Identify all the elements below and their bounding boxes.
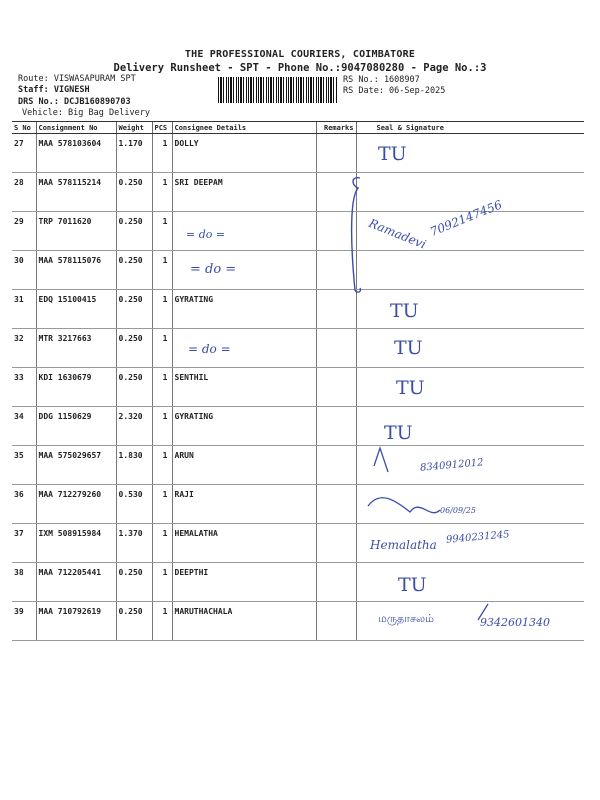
consignee: SENTHIL <box>172 368 316 407</box>
signature-tu-34: TU <box>384 422 413 444</box>
consignment-no: EDQ 15100415 <box>36 290 116 329</box>
consignment-no: MAA 712279260 <box>36 485 116 524</box>
drs-number: DRS No.: DCJB160890703 <box>18 97 131 107</box>
signature-tu-31: TU <box>390 300 419 322</box>
weight: 0.250 <box>116 173 152 212</box>
phone-35: 8340912012 <box>419 457 484 474</box>
weight: 0.250 <box>116 212 152 251</box>
consignment-no: IXM 508915984 <box>36 524 116 563</box>
pcs: 1 <box>152 563 172 602</box>
staff: Staff: VIGNESH <box>18 85 90 95</box>
ditto-mark-29: = do = <box>186 228 226 241</box>
sno: 29 <box>12 212 36 251</box>
consignee: DOLLY <box>172 134 316 173</box>
weight: 0.250 <box>116 329 152 368</box>
pcs: 1 <box>152 368 172 407</box>
weight: 1.830 <box>116 446 152 485</box>
pcs: 1 <box>152 485 172 524</box>
route: Route: VISWASAPURAM SPT <box>18 74 136 84</box>
signature-tu-27: TU <box>378 143 407 165</box>
signature-tu-33: TU <box>396 377 425 399</box>
consignment-no: KDI 1630679 <box>36 368 116 407</box>
pcs: 1 <box>152 524 172 563</box>
sno: 27 <box>12 134 36 173</box>
consignment-no: MAA 710792619 <box>36 602 116 641</box>
weight: 0.250 <box>116 563 152 602</box>
consignee: GYRATING <box>172 290 316 329</box>
signature-tu-32: TU <box>394 337 423 359</box>
pcs: 1 <box>152 212 172 251</box>
rs-date: RS Date: 06-Sep-2025 <box>343 86 446 96</box>
consignment-no: MAA 578103604 <box>36 134 116 173</box>
consignee: HEMALATHA <box>172 524 316 563</box>
sno: 32 <box>12 329 36 368</box>
col-consignee: Consignee Details <box>172 122 316 134</box>
runsheet-title: Delivery Runsheet - SPT - Phone No.:9047080280 - Page No.:3 <box>113 62 487 74</box>
date-36: 06/09/25 <box>440 506 476 515</box>
sno: 34 <box>12 407 36 446</box>
weight: 1.370 <box>116 524 152 563</box>
weight: 0.250 <box>116 368 152 407</box>
sno: 39 <box>12 602 36 641</box>
consignment-no: TRP 7011620 <box>36 212 116 251</box>
bracket-stroke <box>352 178 361 292</box>
consignee: RAJI <box>172 485 316 524</box>
weight: 0.250 <box>116 290 152 329</box>
pcs: 1 <box>152 173 172 212</box>
weight: 0.530 <box>116 485 152 524</box>
sno: 28 <box>12 173 36 212</box>
weight: 2.320 <box>116 407 152 446</box>
col-sno: S No <box>12 122 36 134</box>
col-consignment: Consignment No <box>36 122 116 134</box>
phone-39: 9342601340 <box>480 616 550 629</box>
pcs: 1 <box>152 290 172 329</box>
sno: 30 <box>12 251 36 290</box>
phone-37: 9940231245 <box>445 529 510 546</box>
ditto-mark-30: = do = <box>190 262 237 277</box>
weight: 0.250 <box>116 602 152 641</box>
sno: 36 <box>12 485 36 524</box>
sno: 35 <box>12 446 36 485</box>
signature-tamil-39: மருதாசலம் <box>378 612 435 625</box>
consignment-no: MAA 578115214 <box>36 173 116 212</box>
rs-number: RS No.: 1608907 <box>343 75 420 85</box>
col-weight: Weight <box>116 122 152 134</box>
consignment-no: DDG 1150629 <box>36 407 116 446</box>
phone-28: 7092147456 <box>428 197 505 239</box>
weight: 1.170 <box>116 134 152 173</box>
consignee: SRI DEEPAM <box>172 173 316 212</box>
consignee: MARUTHACHALA <box>172 602 316 641</box>
col-signature: Seal & Signature <box>356 122 584 134</box>
signature-stroke-35 <box>374 448 388 472</box>
consignee: ARUN <box>172 446 316 485</box>
consignment-no: MAA 712205441 <box>36 563 116 602</box>
sno: 37 <box>12 524 36 563</box>
col-remarks: Remarks <box>316 122 356 134</box>
sno: 33 <box>12 368 36 407</box>
weight: 0.250 <box>116 251 152 290</box>
signature-ramadevi: Ramadevi <box>366 216 429 252</box>
consignment-no: MTR 3217663 <box>36 329 116 368</box>
pcs: 1 <box>152 602 172 641</box>
signature-hemalatha: Hemalatha <box>370 538 437 552</box>
company-name: THE PROFESSIONAL COURIERS, COIMBATORE <box>184 49 416 60</box>
col-pcs: PCS <box>152 122 172 134</box>
ditto-mark-32: = do = <box>188 342 231 356</box>
consignment-no: MAA 575029657 <box>36 446 116 485</box>
pcs: 1 <box>152 446 172 485</box>
sno: 31 <box>12 290 36 329</box>
pcs: 1 <box>152 407 172 446</box>
consignee: DEEPTHI <box>172 563 316 602</box>
sno: 38 <box>12 563 36 602</box>
vehicle: Vehicle: Big Bag Delivery <box>22 108 150 118</box>
consignment-no: MAA 578115076 <box>36 251 116 290</box>
signature-stroke-36 <box>368 498 440 513</box>
pcs: 1 <box>152 329 172 368</box>
pcs: 1 <box>152 251 172 290</box>
signature-tu-38: TU <box>398 574 427 596</box>
consignee: GYRATING <box>172 407 316 446</box>
pcs: 1 <box>152 134 172 173</box>
